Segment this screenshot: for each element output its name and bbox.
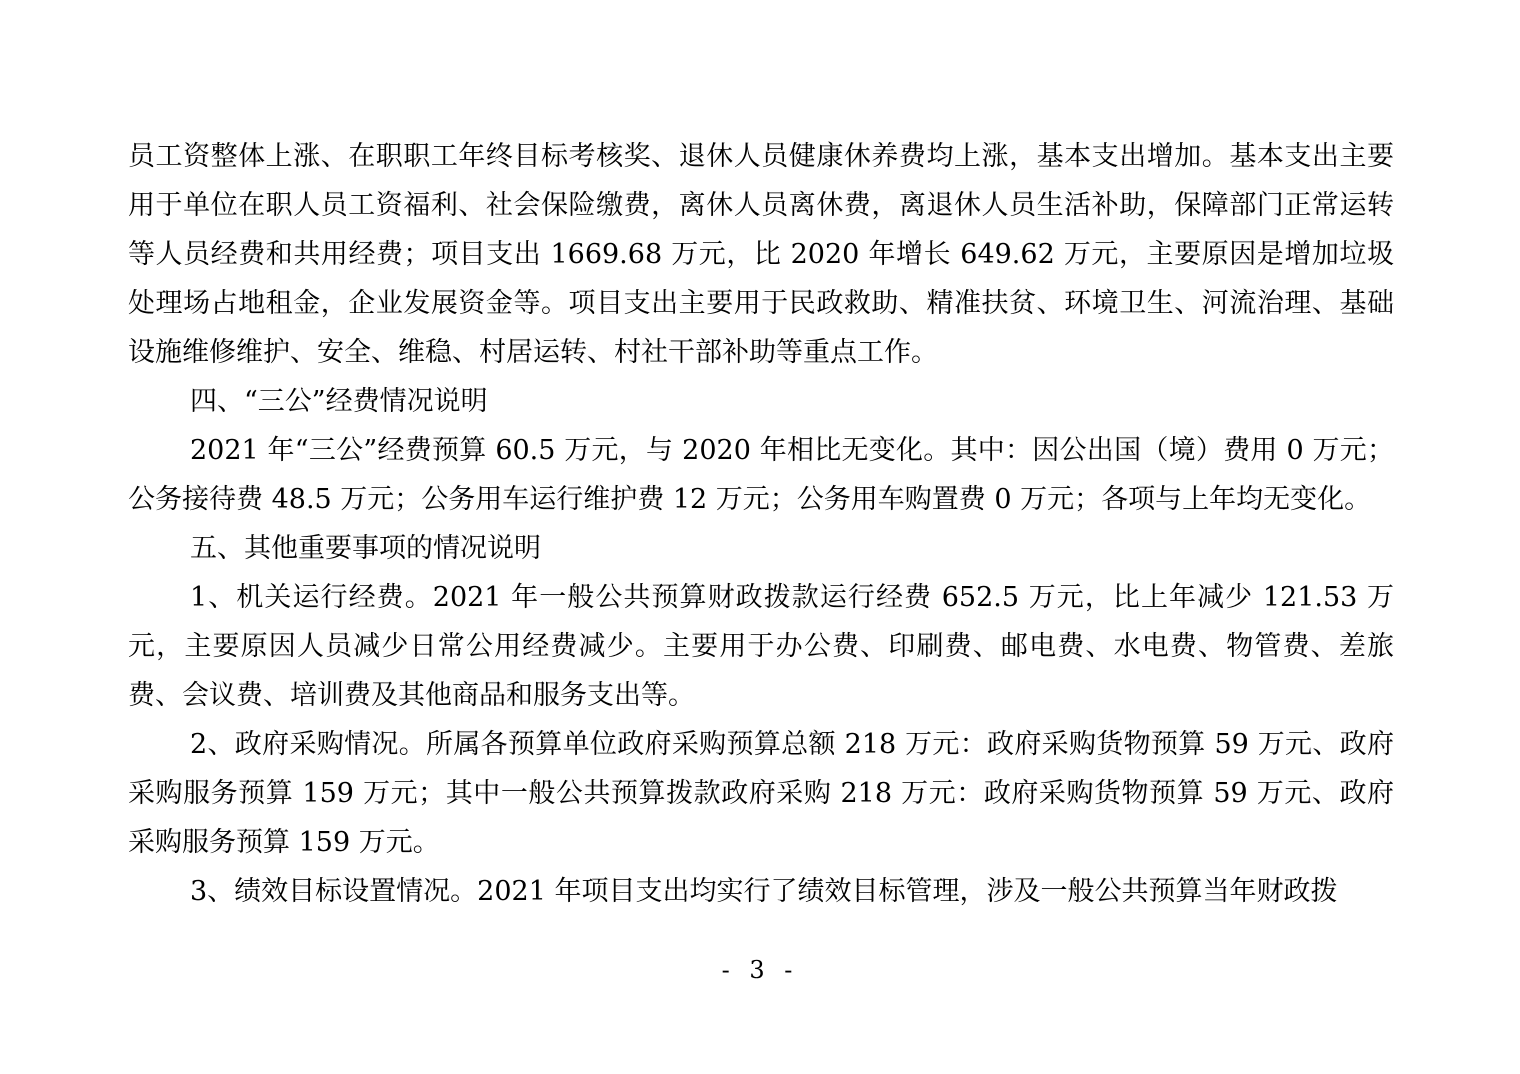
paragraph-performance-targets: 3、绩效目标设置情况。2021 年项目支出均实行了绩效目标管理，涉及一般公共预算当年财政拨	[190, 876, 1338, 907]
paragraph-government-procurement: 2、政府采购情况。所属各预算单位政府采购预算总额 218 万元：政府采购货物预算 59 万元、政府采购服务预算 159 万元；其中一般公共预算拨款政府采购 218 万元：政府采购货物预算 59 万元、政府采购服务预算 159 万元。	[128, 729, 1394, 858]
page-number: - 3 -	[721, 956, 799, 984]
section-heading-three-public-expenses: 四、“三公”经费情况说明	[190, 386, 488, 417]
paragraph-three-public-expenses: 2021 年“三公”经费预算 60.5 万元，与 2020 年相比无变化。其中：因公出国（境）费用 0 万元；公务接待费 48.5 万元；公务用车运行维护费 12 万元；公务用车购置费 0 万元；各项与上年均无变化。	[128, 435, 1394, 515]
section-heading-other-matters: 五、其他重要事项的情况说明	[190, 533, 541, 564]
paragraph-basic-and-project-expenditure: 员工资整体上涨、在职职工年终目标考核奖、退休人员健康休养费均上涨，基本支出增加。基本支出主要用于单位在职人员工资福利、社会保险缴费，离休人员离休费，离退休人员生活补助，保障部门正常运转等人员经费和共用经费；项目支出 1669.68 万元，比 2020 年增长 649.62 万元，主要原因是增加垃圾处理场占地租金，企业发展资金等。项目支出主要用于民政救助、精准扶贫、环境卫生、河流治理、基础设施维修维护、安全、维稳、村居运转、村社干部补助等重点工作。	[128, 141, 1394, 368]
body-text	[128, 132, 1394, 916]
paragraph-operating-expenses: 1、机关运行经费。2021 年一般公共预算财政拨款运行经费 652.5 万元，比上年减少 121.53 万元，主要原因人员减少日常公用经费减少。主要用于办公费、印刷费、邮电费、水电费、物管费、差旅费、会议费、培训费及其他商品和服务支出等。	[128, 582, 1394, 711]
